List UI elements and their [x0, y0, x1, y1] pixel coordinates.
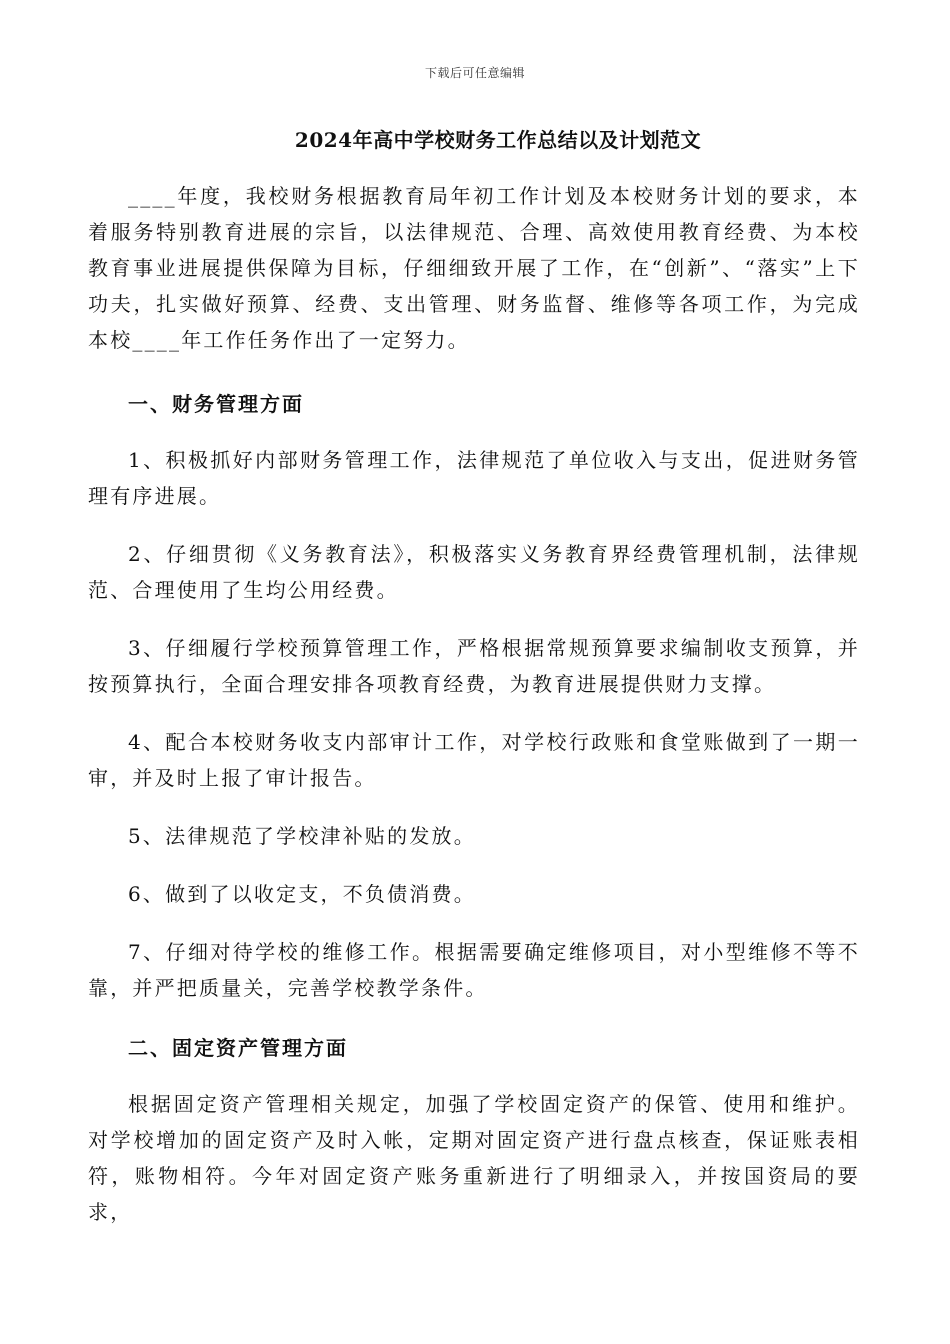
finance-item-1: 1、积极抓好内部财务管理工作，法律规范了单位收入与支出，促进财务管理有序进展。	[88, 448, 860, 508]
intro-paragraph: ____年度，我校财务根据教育局年初工作计划及本校财务计划的要求，本着服务特别教育进展的宗旨，以法律规范、合理、高效使用教育经费、为本校教育事业进展提供保障为目标，仔细细致开展了工作，在“创新”、“落实”上下功夫，扎实做好预算、经费、支出管理、财务监督、维修等各项工作，为完成本校____年工作任务作出了一定努力。	[88, 184, 860, 352]
document-title: 2024年高中学校财务工作总结以及计划范文	[294, 128, 702, 152]
finance-item-7: 7、仔细对待学校的维修工作。根据需要确定维修项目，对小型维修不等不靠，并严把质量关，完善学校教学条件。	[88, 940, 860, 1000]
finance-item-3: 3、仔细履行学校预算管理工作，严格根据常规预算要求编制收支预算，并按预算执行，全面合理安排各项教育经费，为教育进展提供财力支撑。	[88, 636, 860, 696]
finance-item-5: 5、法律规范了学校津补贴的发放。	[128, 824, 476, 848]
section-heading-assets: 二、固定资产管理方面	[128, 1036, 348, 1060]
finance-item-2: 2、仔细贯彻《义务教育法》，积极落实义务教育界经费管理机制，法律规范、合理使用了生均公用经费。	[88, 542, 860, 602]
finance-item-4: 4、配合本校财务收支内部审计工作，对学校行政账和食堂账做到了一期一审，并及时上报了审计报告。	[88, 730, 860, 790]
header-note: 下载后可任意编辑	[424, 66, 525, 80]
finance-item-6: 6、做到了以收定支，不负债消费。	[128, 882, 476, 906]
assets-paragraph: 根据固定资产管理相关规定，加强了学校固定资产的保管、使用和维护。对学校增加的固定资产及时入帐，定期对固定资产进行盘点核查，保证账表相符，账物相符。今年对固定资产账务重新进行了明细录入，并按国资局的要求，	[88, 1092, 860, 1224]
section-heading-finance: 一、财务管理方面	[128, 392, 304, 416]
document-body	[88, 178, 860, 1230]
